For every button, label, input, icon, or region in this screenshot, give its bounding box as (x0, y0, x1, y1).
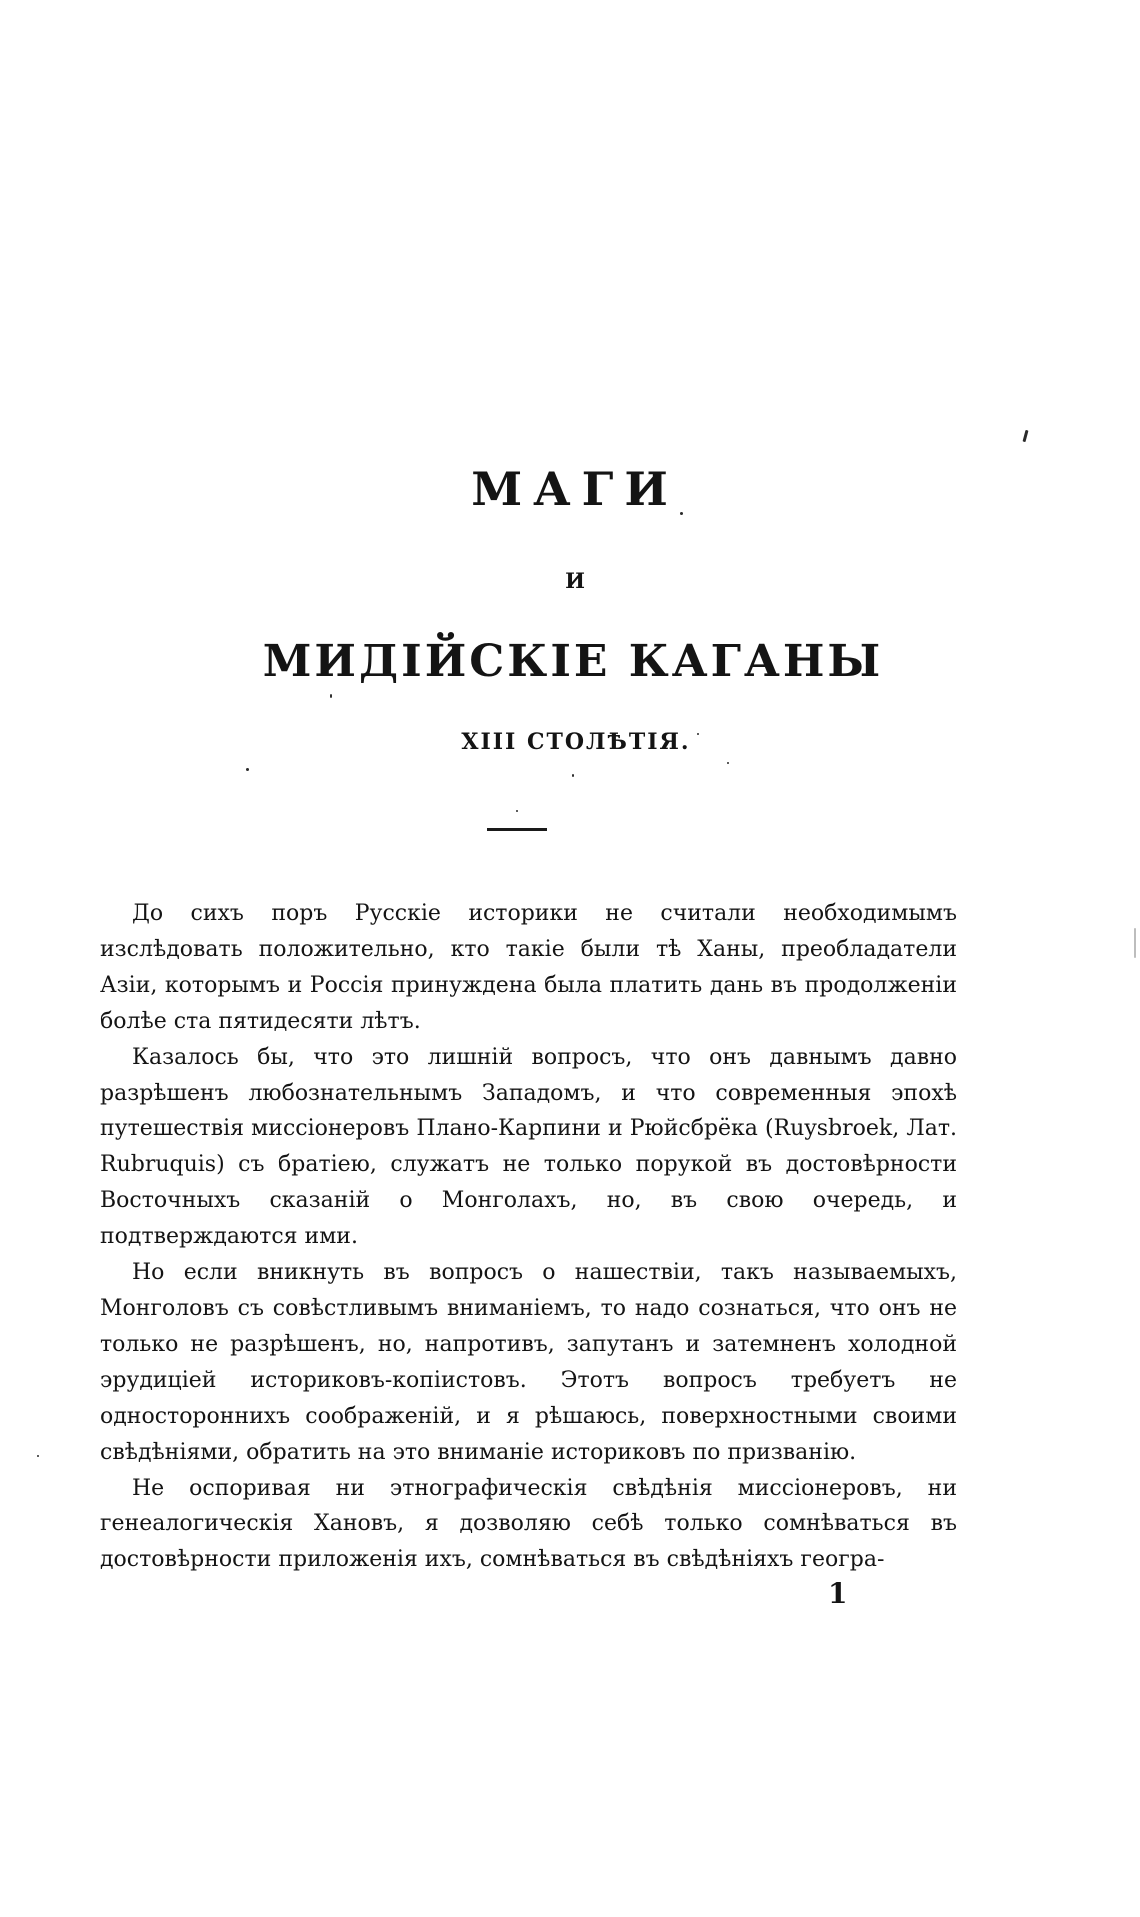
paragraph: До сихъ поръ Русскіе историки не считали необходимымъ изслѣдовать положительно, кто такіе были тѣ Ханы, преобладатели Азіи, которымъ и Россія принуждена была платить дань въ продолженіи болѣе ста пятидесяти лѣтъ. (100, 901, 957, 1034)
scan-speck (727, 762, 729, 764)
scan-speck (1022, 430, 1028, 442)
paragraph: Не оспоривая ни этнографическія свѣдѣнія миссіонеровъ, ни генеалогическія Хановъ, я дозволяю себѣ только сомнѣваться въ достовѣрности приложенія ихъ, сомнѣваться въ свѣдѣніяхъ геогра- (100, 1475, 957, 1573)
body-text (100, 896, 957, 1578)
chapter-subtitle: МИДІЙСКІЕ КАГАНЫ (262, 636, 884, 687)
title-conjunction: И (565, 568, 585, 593)
scan-speck (697, 733, 699, 735)
title-divider (487, 828, 547, 831)
chapter-century: XIII СТОЛѢТІЯ. (461, 729, 691, 755)
scan-speck (572, 774, 574, 777)
scan-speck (1134, 928, 1136, 958)
scan-speck (680, 512, 683, 515)
chapter-title: МАГИ (471, 462, 679, 516)
page-number: 1 (828, 1577, 848, 1610)
scan-speck (330, 694, 332, 698)
scan-speck (516, 810, 518, 812)
paragraph: Но если вникнуть въ вопросъ о нашествіи, такъ называемыхъ, Монголовъ съ совѣстливымъ вниманіемъ, то надо сознаться, что онъ не только не разрѣшенъ, но, напротивъ, запутанъ и затемненъ холодной эрудиціей историковъ-копіистовъ. Этотъ вопросъ требуетъ не одностороннихъ соображеній, и я рѣшаюсь, поверхностными своими свѣдѣніями, обратить на это вниманіе историковъ по призванію. (100, 1260, 957, 1465)
paragraph: Казалось бы, что это лишній вопросъ, что онъ давнымъ давно разрѣшенъ любознательнымъ Западомъ, и что современныя эпохѣ путешествія миссіонеровъ Плано-Карпини и Рюйсбрёка (Ruysbroek, Лат. Rubruquis) съ братіею, служатъ не только порукой въ достовѣрности Восточныхъ сказаній о Монголахъ, но, въ свою очередь, и подтверждаются ими. (100, 1044, 957, 1250)
scan-speck (37, 1455, 39, 1457)
scan-speck (246, 768, 249, 771)
